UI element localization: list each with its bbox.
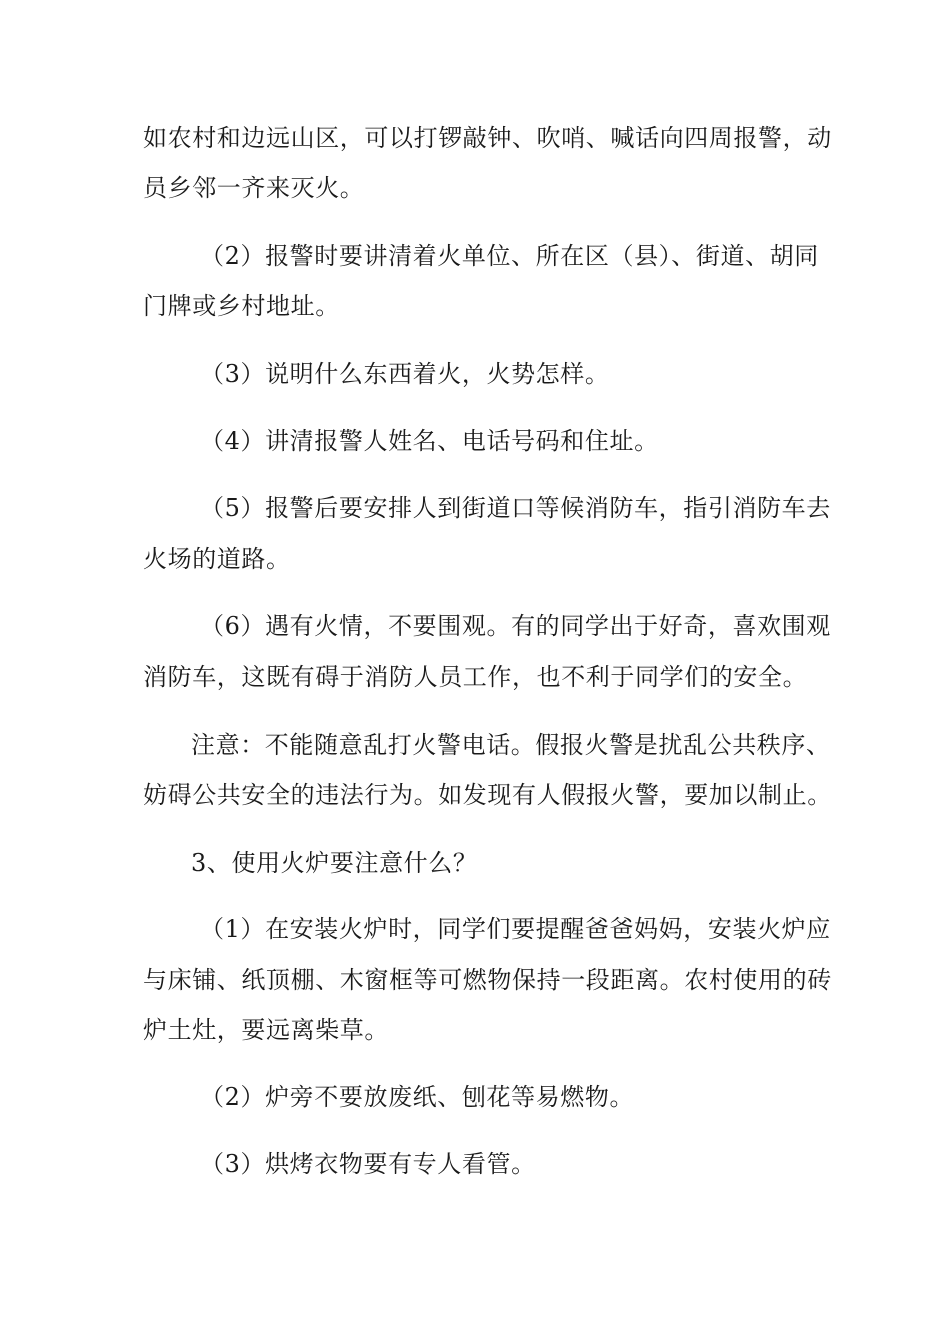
text-line: （3）说明什么东西着火，火势怎样。 — [200, 360, 610, 388]
text-line: 员乡邻一齐来灭火。 — [143, 174, 365, 202]
text-line: 如农村和边远山区，可以打锣敲钟、吹哨、喊话向四周报警，动 — [143, 124, 832, 152]
text-line: （2）炉旁不要放废纸、刨花等易燃物。 — [200, 1083, 635, 1111]
text-line: 消防车，这既有碍于消防人员工作，也不利于同学们的安全。 — [143, 663, 808, 691]
text-line: 妨碍公共安全的违法行为。如发现有人假报火警，要加以制止。 — [143, 781, 832, 809]
text-line: （5）报警后要安排人到街道口等候消防车，指引消防车去 — [200, 494, 831, 522]
text-line: （4）讲清报警人姓名、电话号码和住址。 — [200, 427, 659, 455]
text-line: （2）报警时要讲清着火单位、所在区（县）、街道、胡同 — [200, 242, 819, 270]
text-line: 注意：不能随意乱打火警电话。假报火警是扰乱公共秩序、 — [191, 731, 831, 759]
text-line: 门牌或乡村地址。 — [143, 292, 340, 320]
section-heading: 3、使用火炉要注意什么？ — [191, 849, 478, 877]
text-line: 炉土灶，要远离柴草。 — [143, 1016, 389, 1044]
text-line: （1）在安装火炉时，同学们要提醒爸爸妈妈，安装火炉应 — [200, 915, 831, 943]
text-line: （3）烘烤衣物要有专人看管。 — [200, 1150, 536, 1178]
text-line: 与床铺、纸顶棚、木窗框等可燃物保持一段距离。农村使用的砖 — [143, 966, 832, 994]
text-line: （6）遇有火情，不要围观。有的同学出于好奇，喜欢围观 — [200, 612, 831, 640]
text-line: 火场的道路。 — [143, 545, 291, 573]
